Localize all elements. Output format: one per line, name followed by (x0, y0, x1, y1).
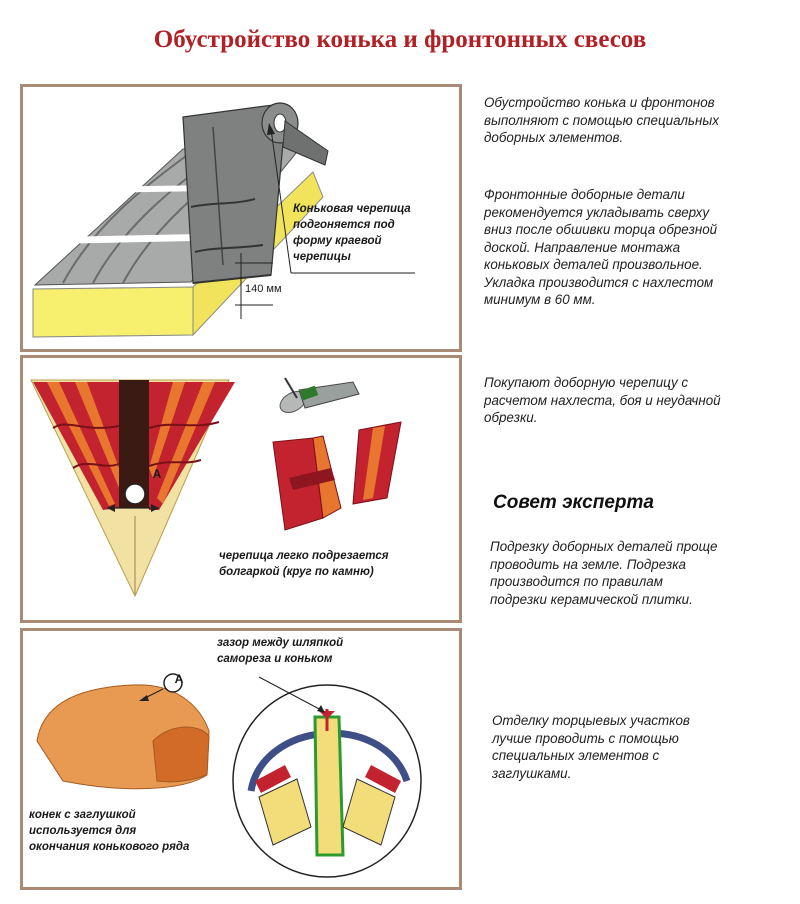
text-block-ridge-intro: Обустройство конька и фронтонов выполняют с помощью специальных доборных элементов. (484, 95, 719, 145)
text-block-expert-tip: Подрезку доборных деталей проще проводить на земле. Подрезка производится по правилам подрезки керамической плитки. (490, 539, 718, 607)
text-block-end-caps: Отделку торцыевых участков лучше проводить с помощью специальных элементов с заглушками. (492, 713, 690, 781)
text-block-buying: Покупают доборную черепицу с расчетом нахлеста, боя и неудачной обрезки. (484, 375, 721, 425)
dimension-label: 140 мм (245, 283, 282, 295)
text-block-gable-parts: Фронтонные доборные детали рекомендуется укладывать сверху вниз после обшивки торца обрезной доской. Направление монтажа коньковых деталей произвольное. Укладка производится с нахлестом минимум в 60 мм. (484, 187, 718, 307)
marker-a: A (174, 672, 184, 686)
gable-cut-panel (20, 355, 462, 623)
ridge-tile-callout: Коньковая черепица подгоняется под форму краевой черепицы (293, 203, 411, 263)
ridge-diagram-panel (20, 84, 462, 352)
ridge-cap-caption: конек с заглушкой используется для окончания конькового ряда (29, 809, 190, 853)
gable-cut-illustration (23, 358, 462, 623)
marker-a: A (152, 467, 162, 481)
ridge-cap-panel (20, 628, 462, 890)
page-title: Обустройство конька и фронтонных свесов (153, 26, 647, 53)
expert-tip-heading: Совет эксперта (493, 492, 654, 513)
cut-caption: черепица легко подрезается болгаркой (круг по камню) (219, 550, 389, 578)
gap-callout: зазор между шляпкой самореза и коньком (217, 637, 344, 665)
